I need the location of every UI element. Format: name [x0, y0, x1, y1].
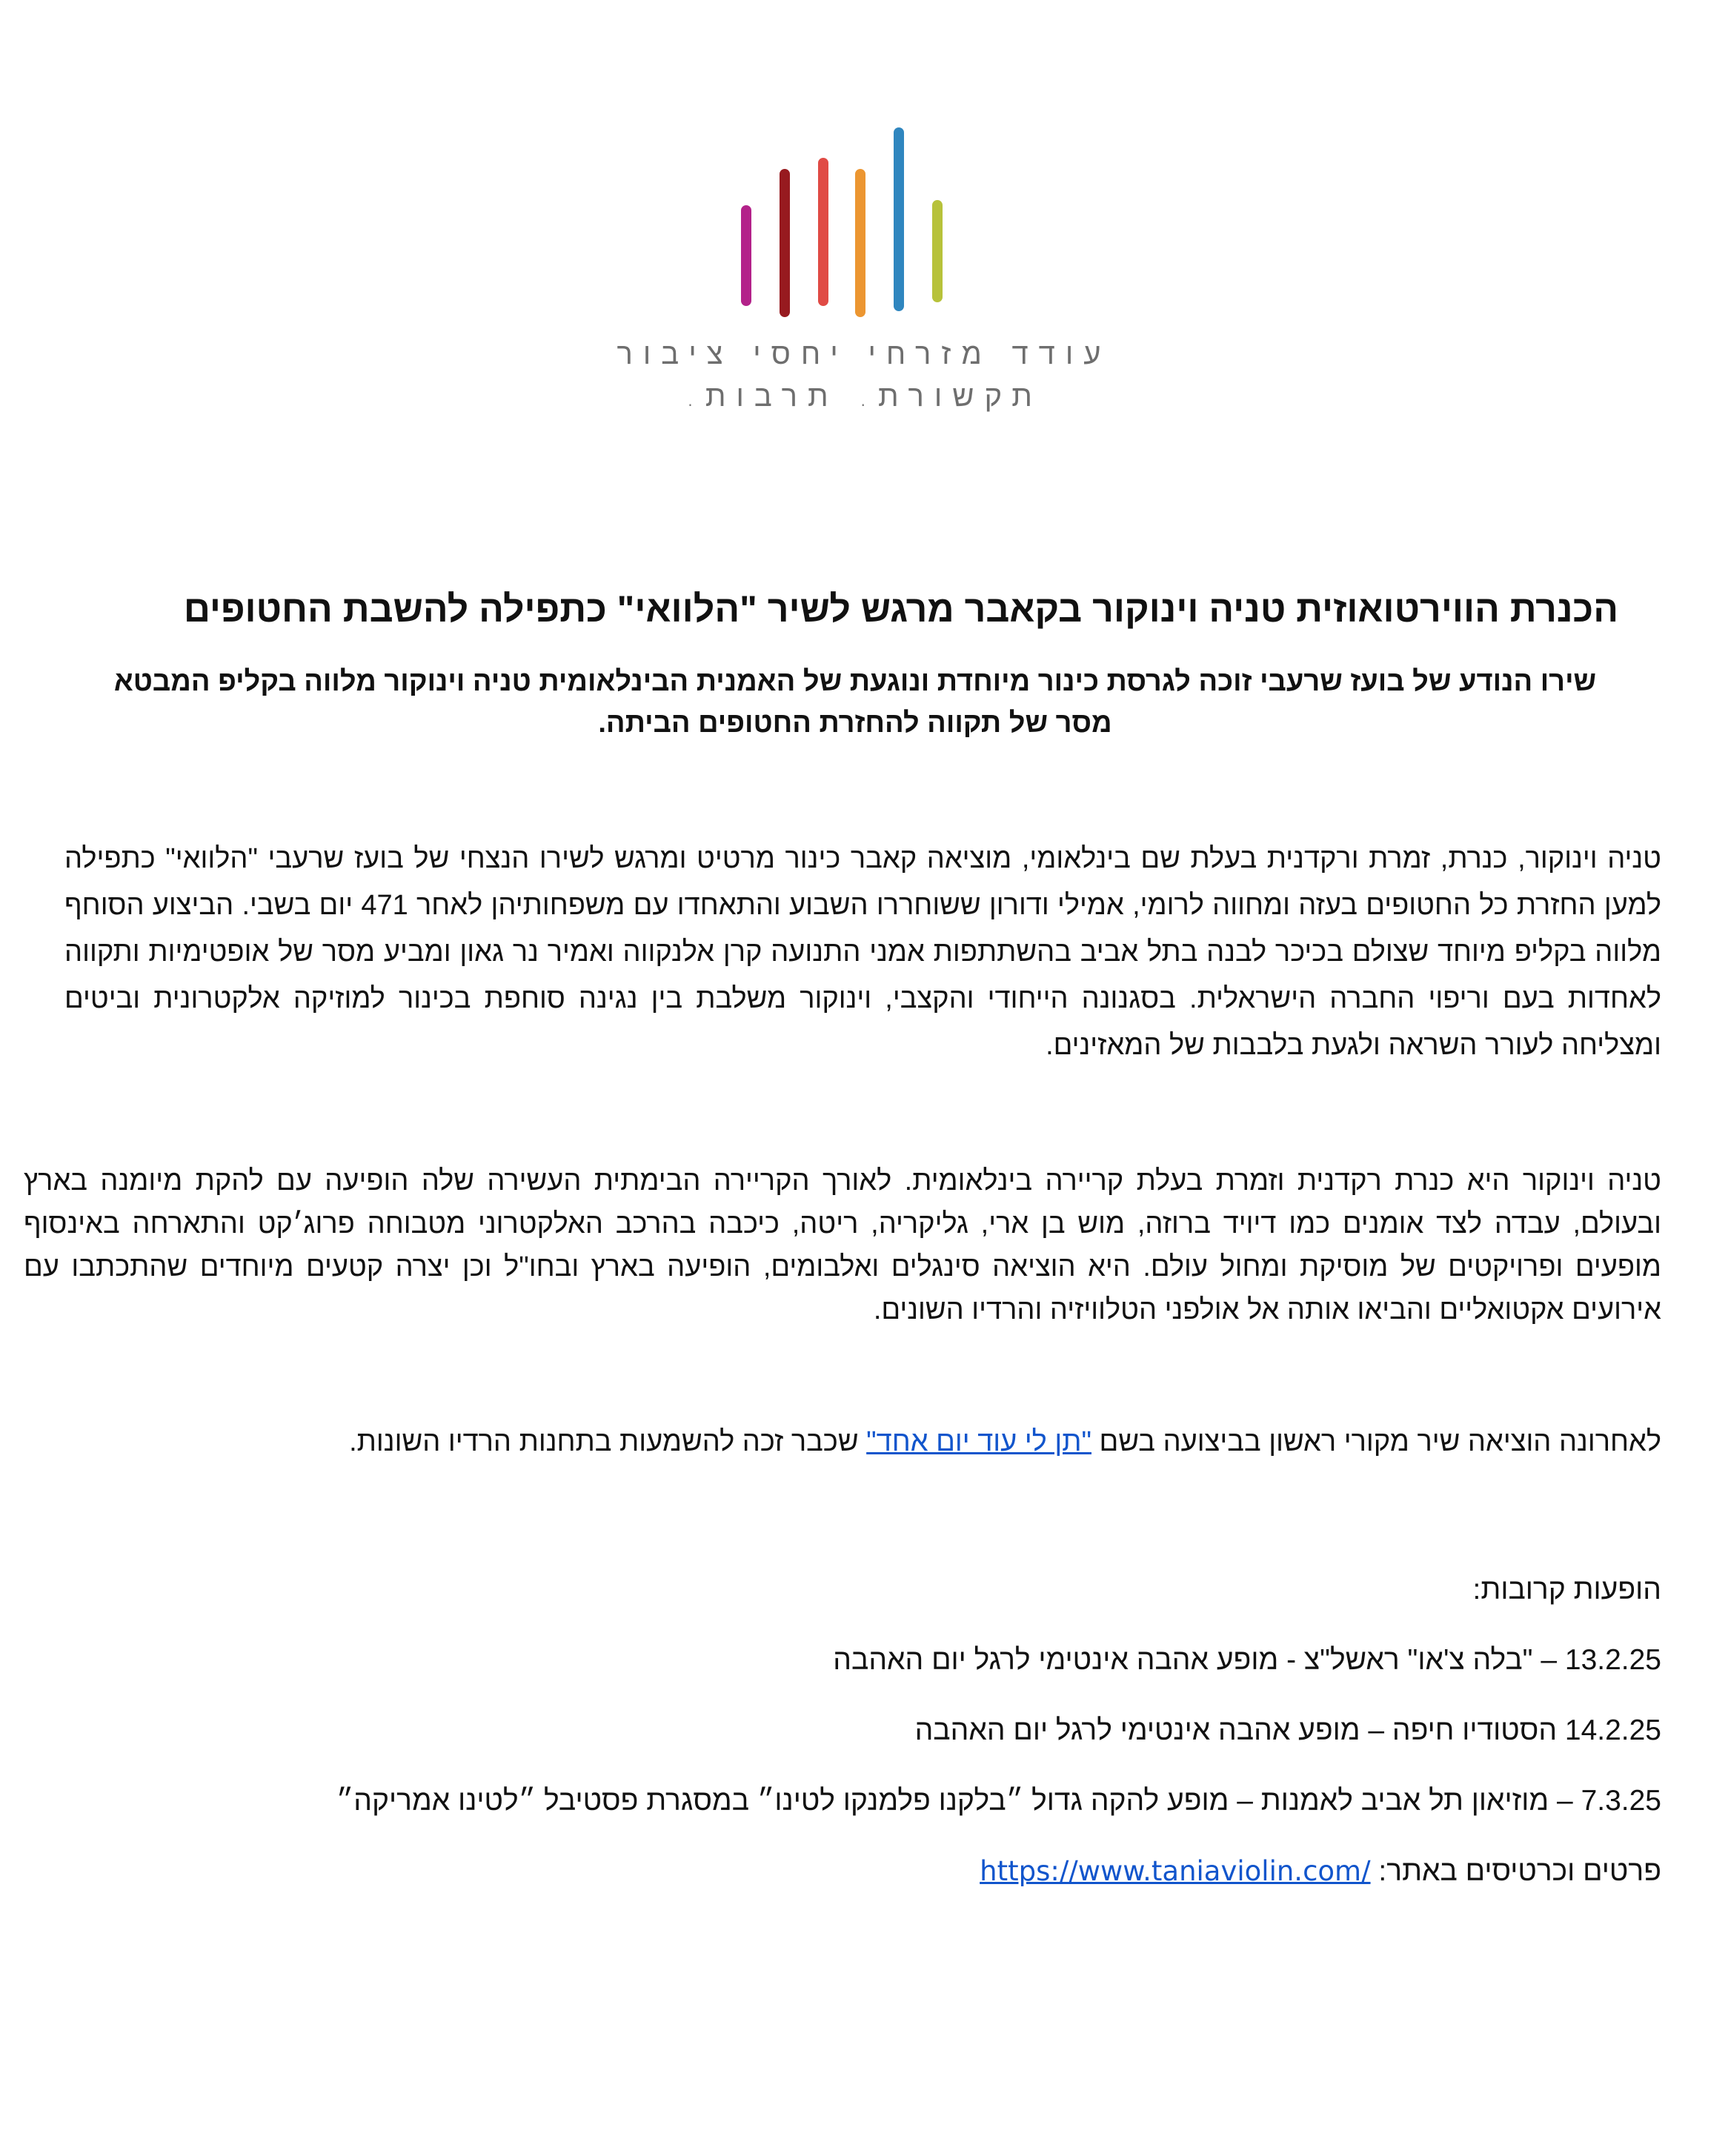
- show-description: – "בלה צ'או" ראשל"צ - מופע אהבה אינטימי לרגל יום האהבה: [833, 1644, 1565, 1676]
- tickets-label: פרטים וכרטיסים באתר:: [1370, 1855, 1661, 1887]
- logo-bar: [894, 127, 904, 311]
- website-link[interactable]: https://www.taniaviolin.com/: [980, 1855, 1371, 1887]
- logo-bar: [932, 200, 943, 302]
- tickets-line: [64, 1851, 1661, 1892]
- latest-song-text-after: שכבר זכה להשמעות בתחנות הרדיו השונות.: [349, 1426, 867, 1457]
- upcoming-shows: [64, 1569, 1661, 1892]
- press-release-subtitle: שירו הנודע של בועז שרעבי זוכה לגרסת כינור מיוחדת ונוגעת של האמנית הבינלאומית טניה וינוקור מלווה בקליפ המבטא מסר של תקווה להחזרת החטופים הביתה.: [113, 666, 1597, 739]
- logo-bar: [855, 169, 865, 317]
- logo: [0, 126, 1728, 422]
- song-link[interactable]: "תן לי עוד יום אחד": [866, 1426, 1091, 1457]
- show-date: 14.2.25: [1564, 1714, 1661, 1746]
- paragraph-latest-song: [64, 1421, 1661, 1463]
- show-description: הסטודיו חיפה – מופע אהבה אינטימי לרגל יום האהבה: [914, 1714, 1565, 1746]
- show-date: 7.3.25: [1581, 1785, 1661, 1817]
- logo-tagline: תקשורת. תרבות.: [685, 379, 1043, 413]
- logo-bar: [780, 169, 790, 317]
- show-date: 13.2.25: [1564, 1644, 1661, 1676]
- paragraph-bio: טניה וינוקור היא כנרת רקדנית וזמרת בעלת קריירה בינלאומית. לאורך הקריירה הבימתית העשירה שלה הופיעה עם להקת מיומנה בארץ ובעולם, עבדה לצד אומנים כמו דיויד ברוזה, מוש בן ארי, גליקריה, ריטה, כיכבה בהרכב האלקטרוני מטבוחה פרוג׳קט והתארחה באינסוף מופעים ופרויקטים של מוסיקת ומחול עולם. היא הוציאה סינגלים ואלבומים, הופיעה בארץ ובחו"ל וכן יצרה קטעים מיוחדים שהתכתבו עם אירועים אקטואליים והביאו אותה אל אולפני הטלוויזיה והרדיו השונים.: [24, 1165, 1661, 1325]
- shows-heading: הופעות קרובות:: [1472, 1574, 1661, 1606]
- press-release-title: הכנרת הווירטואוזית טניה וינוקור בקאבר מרגש לשיר "הלוואי" כתפילה להשבת החטופים: [183, 588, 1618, 630]
- show-item: [64, 1780, 1661, 1851]
- latest-song-text-before: לאחרונה הוציאה שיר מקורי ראשון בביצועה בשם: [1091, 1426, 1661, 1457]
- logo-company-name: עודד מזרחי יחסי ציבור: [617, 337, 1111, 371]
- logo-bars: [741, 126, 956, 319]
- show-item: [64, 1710, 1661, 1780]
- show-description: – מוזיאון תל אביב לאמנות – מופע להקה גדול ״בלקנו פלמנקו לטינו״ במסגרת פסטיבל ״לטינו אמריקה״: [336, 1785, 1581, 1817]
- logo-bar: [741, 205, 751, 306]
- paragraph-intro: טניה וינוקור, כנרת, זמרת ורקדנית בעלת שם בינלאומי, מוציאה קאבר כינור מרטיט ומרגש לשירו הנצחי של בועז שרעבי "הלוואי" כתפילה למען החזרת כל החטופים בעזה ומחווה לרומי, אמילי ודורון ששוחררו השבוע והתאחדו עם משפחותיהן לאחר 471 יום בשבי. הביצוע הסוחף מלווה בקליפ מיוחד שצולם בכיכר לבנה בתל אביב בהשתתפות אמני התנועה קרן אלנקווה ואמיר נר גאון ומביע מסר של אופטימיות ותקווה לאחדות בעם וריפוי החברה הישראלית. בסגנונה הייחודי והקצבי, וינוקור משלבת בין נגינה סוחפת בכינור למוזיקה אלקטרונית וביטים ומצליחה לעורר השראה ולגעת בלבבות של המאזינים.: [64, 843, 1661, 1061]
- logo-bar: [818, 158, 828, 306]
- show-item: [64, 1640, 1661, 1710]
